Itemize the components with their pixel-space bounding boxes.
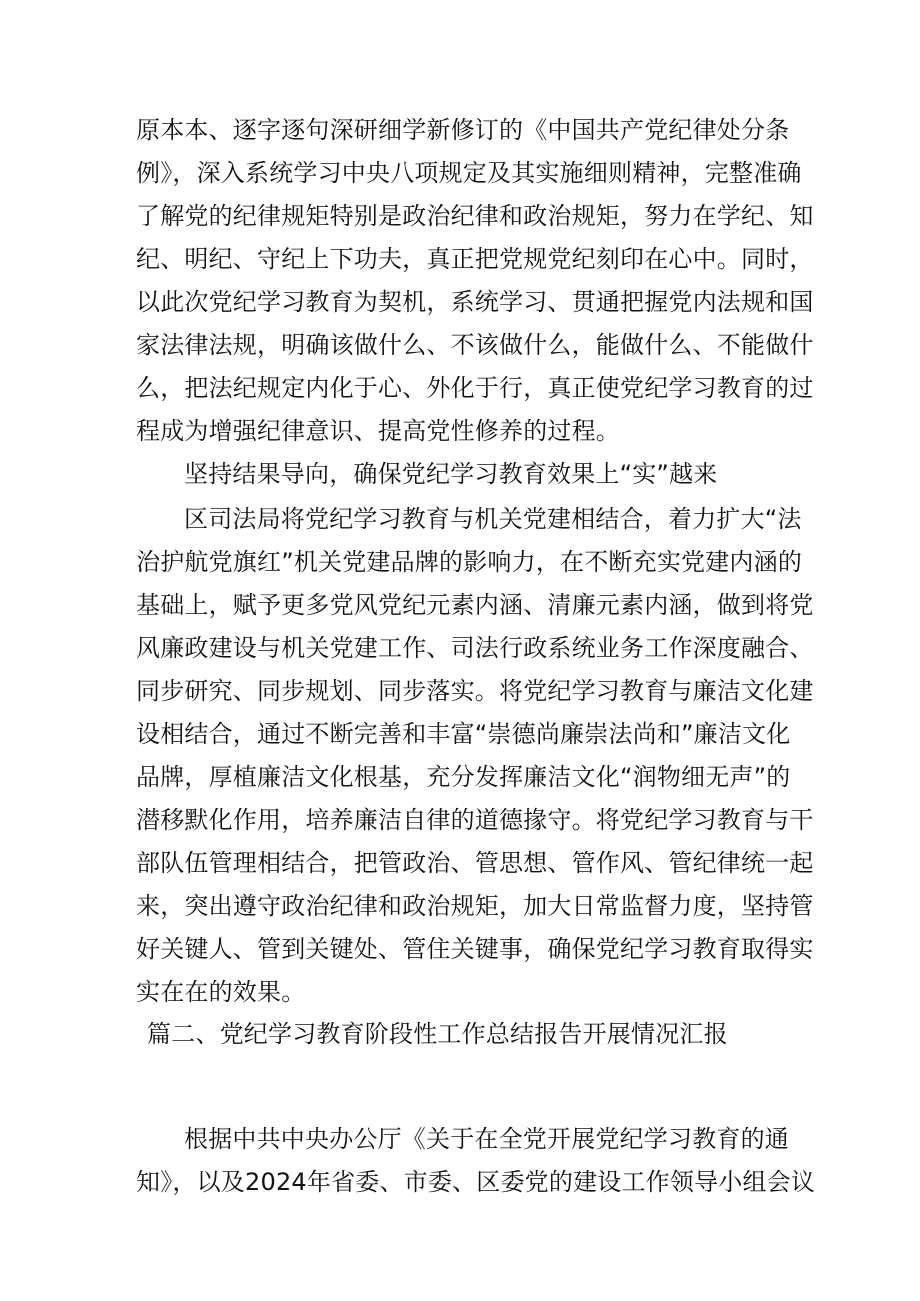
paragraph-line: 品牌，厚植廉洁文化根基，充分发挥廉洁文化“润物细无声”的: [136, 763, 791, 791]
paragraph-line: 来，突出遵守政治纪律和政治规矩，加大日常监督力度，坚持管: [136, 892, 814, 920]
paragraph-line: 原本本、逐字逐句深研细学新修订的《中国共产党纪律处分条: [136, 116, 790, 144]
paragraph-line: 例》，深入系统学习中央八项规定及其实施细则精神，完整准确: [136, 159, 802, 187]
paragraph-line: 基础上，赋予更多党风党纪元素内涵、清廉元素内涵，做到将党: [136, 591, 814, 619]
paragraph-line: 风廉政建设与机关党建工作、司法行政系统业务工作深度融合、: [136, 634, 814, 662]
paragraph-line: 程成为增强纪律意识、提高党性修养的过程。: [136, 417, 620, 445]
paragraph-line: 潜移默化作用，培养廉洁自律的道德掾守。将党纪学习教育与干: [136, 806, 814, 834]
paragraph-line: 同步研究、同步规划、同步落实。将党纪学习教育与廉洁文化建: [136, 677, 814, 705]
paragraph-line: 知》，以及2024年省委、市委、区委党的建设工作领导小组会议: [136, 1168, 816, 1196]
paragraph-line: 纪、明纪、守纪上下功夫，真正把党规党纪刻印在心中。同时，: [136, 245, 814, 273]
paragraph-line: 以此次党纪学习教育为契机，系统学习、贯通把握党内法规和国: [136, 288, 814, 316]
paragraph-line: 了解党的纪律规矩特别是政治纪律和政治规矩，努力在学纪、知: [136, 202, 814, 230]
paragraph-line: 好关键人、管到关键处、管住关键事，确保党纪学习教育取得实: [136, 935, 814, 963]
section-title: 篇二、党纪学习教育阶段性工作总结报告开展情况汇报: [147, 1020, 728, 1048]
paragraph-line: 治护航党旗红”机关党建品牌的影响力，在不断充实党建内涵的: [136, 548, 803, 576]
paragraph-line: 家法律法规，明确该做什么、不该做什么，能做什么、不能做什: [136, 331, 814, 359]
paragraph-line: 设相结合，通过不断完善和丰富“崇德尚廉崇法尚和”廉洁文化: [136, 720, 791, 748]
paragraph-line: 么，把法纪规定内化于心、外化于行，真正使党纪学习教育的过: [136, 374, 814, 402]
subheading: 坚持结果导向，确保党纪学习教育效果上“实”越来: [184, 460, 718, 488]
paragraph-line: 部队伍管理相结合，把管政治、管思想、管作风、管纪律统一起: [136, 849, 814, 877]
paragraph-line: 实在在的效果。: [136, 978, 306, 1006]
paragraph-line: 根据中共中央办公厅《关于在全党开展党纪学习教育的通: [184, 1125, 789, 1153]
paragraph-line: 区司法局将党纪学习教育与机关党建相结合，着力扩大“法: [184, 505, 802, 533]
